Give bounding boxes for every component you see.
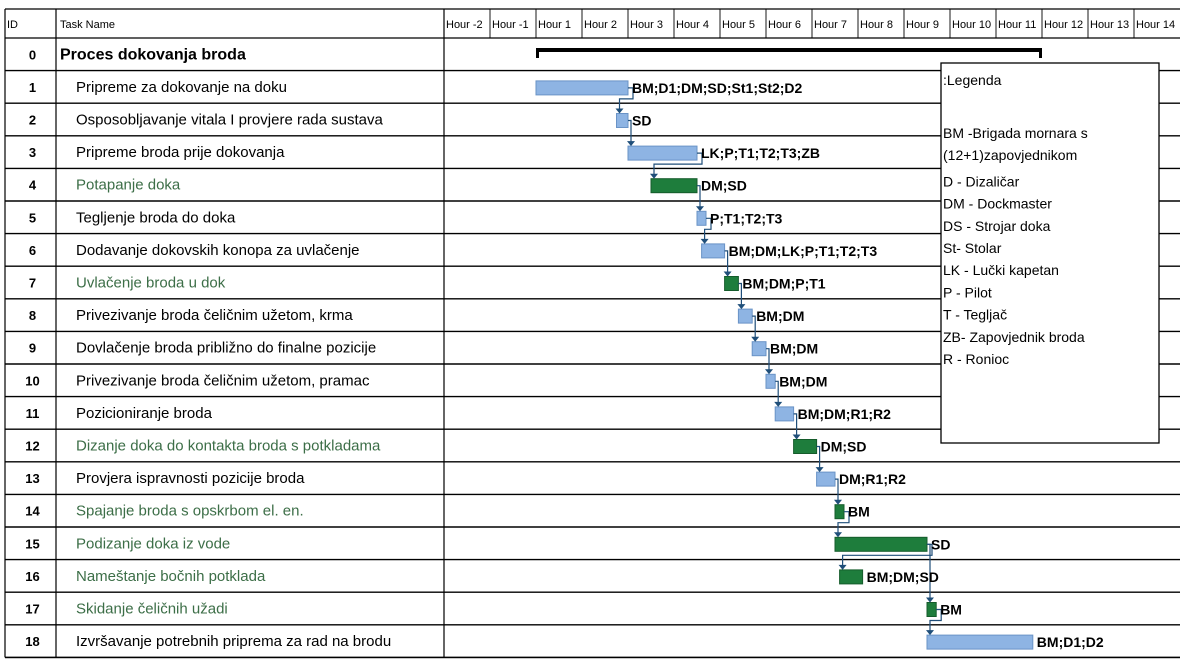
task-id: 4 — [28, 177, 37, 193]
task-bar — [628, 146, 697, 160]
hour-header: Hour 11 — [998, 19, 1037, 31]
task-id: 2 — [28, 112, 37, 128]
dependency-arrowhead — [926, 630, 934, 635]
task-bar — [697, 211, 706, 225]
resource-label: LK;P;T1;T2;T3;ZB — [701, 145, 820, 162]
task-name: Dovlačenje broda približno do finalne pozicije — [76, 339, 377, 357]
dependency-arrowhead — [650, 174, 658, 179]
timeline-header — [7, 19, 1175, 31]
id-column-header: ID — [7, 19, 18, 31]
task-name: Skidanje čeličnih užadi — [76, 600, 228, 618]
legend-title: :Legenda — [943, 72, 1002, 88]
task-bar — [738, 309, 752, 323]
task-name-column-header: Task Name — [60, 19, 116, 31]
task-name: Spajanje broda s opskrbom el. en. — [76, 502, 304, 520]
dependency-arrowhead — [724, 272, 732, 277]
task-bar — [536, 81, 628, 95]
task-bar — [725, 277, 739, 291]
hour-header: Hour 3 — [630, 19, 664, 31]
task-id: 6 — [28, 242, 37, 258]
task-id: 12 — [25, 438, 40, 454]
hour-header: Hour 1 — [538, 19, 572, 31]
task-bar — [752, 342, 766, 356]
hour-header: Hour 10 — [952, 19, 992, 31]
task-id: 5 — [28, 210, 37, 226]
hour-header: Hour 6 — [768, 19, 802, 31]
hour-header: Hour 9 — [906, 19, 940, 31]
legend-item: P - Pilot — [943, 284, 992, 301]
task-bar — [817, 472, 835, 486]
dependency-arrowhead — [765, 369, 773, 374]
task-bar — [835, 537, 927, 551]
task-bar — [651, 179, 697, 193]
task-name: Tegljenje broda do doka — [76, 209, 236, 227]
hour-header: Hour 4 — [676, 19, 710, 31]
legend-box — [941, 63, 1159, 443]
resource-label: BM;DM;R1;R2 — [797, 405, 891, 422]
task-bar — [840, 570, 863, 584]
dependency-arrowhead — [774, 402, 782, 407]
task-id: 17 — [25, 601, 40, 617]
hour-header: Hour 5 — [722, 19, 756, 31]
resource-label: BM;D1;DM;SD;St1;St2;D2 — [632, 79, 803, 96]
task-id: 14 — [25, 503, 40, 519]
task-id: 16 — [25, 568, 40, 584]
task-name: Proces dokovanja broda — [60, 46, 246, 64]
task-name: Dizanje doka do kontakta broda s potkladama — [76, 437, 381, 455]
task-bar — [702, 244, 725, 258]
task-id: 15 — [25, 536, 40, 552]
legend-item: R - Ronioc — [943, 351, 1010, 367]
legend-item: (12+1)zapovjednikom — [943, 147, 1078, 164]
task-id: 7 — [28, 275, 37, 291]
task-id: 0 — [28, 47, 37, 63]
dependency-arrowhead — [839, 565, 847, 570]
task-id: 11 — [25, 405, 40, 421]
resource-label: BM — [940, 601, 962, 618]
summary-bar — [536, 48, 1042, 52]
legend-item: DS - Strojar doka — [943, 217, 1051, 234]
task-name: Dodavanje dokovskih konopa za uvlačenje — [76, 241, 360, 259]
dependency-arrowhead — [834, 532, 842, 537]
hour-header: Hour 13 — [1090, 19, 1130, 31]
hour-header: Hour 14 — [1136, 19, 1176, 31]
dependency-arrowhead — [701, 239, 709, 244]
resource-label: P;T1;T2;T3 — [710, 210, 783, 227]
resource-label: BM;DM;P;T1 — [742, 275, 826, 292]
legend-item: LK - Lučki kapetan — [943, 262, 1059, 279]
resource-label: BM;DM;LK;P;T1;T2;T3 — [728, 242, 878, 259]
task-name: Nameštanje bočnih potklada — [76, 567, 266, 585]
dependency-arrowhead — [926, 598, 934, 603]
dependency-arrowhead — [793, 435, 801, 440]
task-bar — [927, 603, 936, 617]
legend-item: ZB- Zapovjednik broda — [943, 328, 1085, 345]
task-id: 3 — [28, 145, 37, 161]
legend-item: St- Stolar — [943, 240, 1002, 256]
resource-label: BM;DM — [779, 373, 828, 390]
legend-item: D - Dizaličar — [943, 173, 1020, 190]
hour-header: Hour 7 — [814, 19, 848, 31]
task-bar — [835, 505, 844, 519]
resource-label: DM;R1;R2 — [839, 471, 906, 488]
dependency-arrowhead — [696, 206, 704, 211]
resource-label: BM;DM;SD — [866, 568, 939, 585]
task-name: Osposobljavanje vitala I provjere rada sustava — [76, 111, 383, 129]
task-id: 8 — [28, 308, 37, 324]
legend-item: BM -Brigada mornara s — [943, 125, 1088, 141]
task-id: 9 — [28, 340, 37, 356]
dependency-arrowhead — [751, 337, 759, 342]
summary-bar-start-cap — [536, 48, 539, 58]
dependency-arrowhead — [616, 109, 624, 114]
legend-item: DM - Dockmaster — [943, 195, 1052, 212]
resource-label: BM;D1;D2 — [1036, 634, 1104, 651]
hour-header: Hour -1 — [492, 19, 529, 31]
task-name: Pozicioniranje broda — [76, 404, 212, 422]
dependency-arrowhead — [816, 467, 824, 472]
task-name: Privezivanje broda čeličnim užetom, pramac — [76, 372, 370, 390]
dependency-arrowhead — [834, 500, 842, 505]
dependency-arrowhead — [737, 304, 745, 309]
resource-label: BM — [848, 503, 870, 520]
task-name: Pripreme broda prije dokovanja — [76, 144, 285, 162]
resource-label: DM;SD — [701, 177, 747, 194]
task-bar — [766, 374, 775, 388]
resource-label: BM;DM — [770, 340, 819, 357]
task-name: Potapanje doka — [76, 176, 181, 194]
hour-header: Hour 8 — [860, 19, 894, 31]
task-bar — [794, 440, 817, 454]
resource-label: SD — [931, 536, 951, 553]
task-name: Provjera ispravnosti pozicije broda — [76, 470, 305, 488]
task-name: Pripreme za dokovanje na doku — [76, 78, 287, 96]
task-name: Privezivanje broda čeličnim užetom, krma — [76, 307, 353, 325]
resource-label: BM;DM — [756, 308, 805, 325]
task-id: 13 — [25, 471, 40, 487]
hour-header: Hour 12 — [1044, 19, 1084, 31]
task-name: Podizanje doka iz vode — [76, 535, 231, 553]
task-bar — [775, 407, 793, 421]
task-name: Izvršavanje potrebnih priprema za rad na brodu — [76, 633, 392, 651]
legend-item: T - Tegljač — [943, 306, 1008, 323]
hour-header: Hour 2 — [584, 19, 618, 31]
dependency-arrows — [616, 88, 942, 635]
task-id: 10 — [25, 373, 40, 389]
task-name: Uvlačenje broda u dok — [76, 274, 226, 292]
resource-label: DM;SD — [820, 438, 867, 455]
dependency-arrowhead — [627, 141, 635, 146]
resource-label: SD — [632, 112, 652, 129]
task-bar — [617, 114, 629, 128]
task-bar — [927, 635, 1033, 649]
hour-header: Hour -2 — [446, 19, 483, 31]
task-id: 1 — [28, 79, 37, 95]
summary-bar-end-cap — [1039, 48, 1042, 58]
task-id: 18 — [25, 634, 40, 650]
